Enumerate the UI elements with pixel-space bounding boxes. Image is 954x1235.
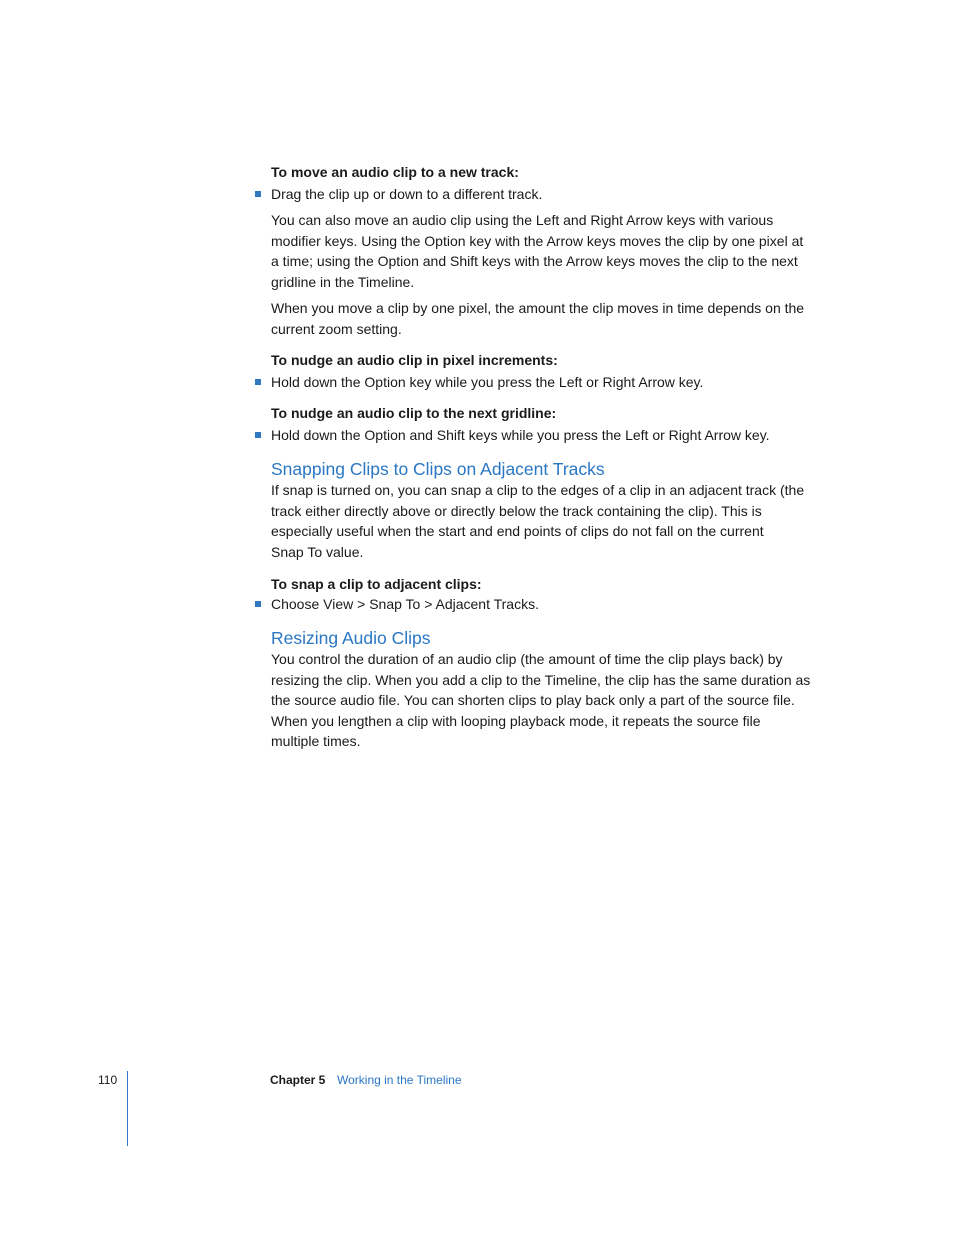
page-content xyxy=(271,162,831,752)
paragraph-resizing xyxy=(271,649,831,752)
paragraph-line: a time; using the Option and Shift keys with the Arrow keys moves the clip to the next xyxy=(271,253,798,269)
chapter-label: Chapter 5 xyxy=(270,1073,326,1087)
paragraph-line: especially useful when the start and end points of clips do not fall on the current xyxy=(271,523,764,539)
bullet-item-snap-adjacent xyxy=(271,594,831,614)
square-bullet-icon xyxy=(255,379,261,385)
section-heading-snapping: Snapping Clips to Clips on Adjacent Tracks xyxy=(271,459,605,479)
footer-divider xyxy=(127,1071,128,1146)
paragraph-line: When you lengthen a clip with looping playback mode, it repeats the source file xyxy=(271,712,761,729)
bullet-text: Hold down the Option key while you press the Left or Right Arrow key. xyxy=(271,374,704,390)
square-bullet-icon xyxy=(255,601,261,607)
square-bullet-icon xyxy=(255,191,261,197)
paragraph-line: Snap To value. xyxy=(271,543,364,560)
paragraph-arrow-keys xyxy=(271,210,831,292)
square-bullet-icon xyxy=(255,432,261,438)
paragraph-line: gridline in the Timeline. xyxy=(271,273,415,290)
paragraph-line: current zoom setting. xyxy=(271,320,402,337)
paragraph-line: multiple times. xyxy=(271,733,361,749)
bullet-item-nudge-pixel xyxy=(271,372,831,392)
task-heading-nudge-gridline: To nudge an audio clip to the next gridline: xyxy=(271,405,557,421)
paragraph-line: You can also move an audio clip using the Left and Right Arrow keys with various xyxy=(271,212,774,228)
paragraph-line: If snap is turned on, you can snap a clip to the edges of a clip in an adjacent track (the xyxy=(271,482,805,498)
page-footer xyxy=(0,1071,954,1091)
paragraph-line: resizing the clip. When you add a clip to the Timeline, the clip has the same duration as xyxy=(271,671,811,688)
page-number: 110 xyxy=(98,1073,118,1087)
paragraph-line: modifier keys. Using the Option key with the Arrow keys moves the clip by one pixel at xyxy=(271,232,804,249)
paragraph-line: When you move a clip by one pixel, the amount the clip moves in time depends on the xyxy=(271,300,805,316)
paragraph-line: track either directly above or directly below the track containing the clip). This is xyxy=(271,502,762,519)
chapter-title-link[interactable]: Working in the Timeline xyxy=(337,1073,462,1087)
paragraph-zoom-setting xyxy=(271,298,831,339)
section-heading-resizing: Resizing Audio Clips xyxy=(271,628,431,648)
bullet-text: Hold down the Option and Shift keys while you press the Left or Right Arrow key. xyxy=(271,427,770,443)
paragraph-line: the source audio file. You can shorten clips to play back only a part of the source file. xyxy=(271,692,795,708)
bullet-text: Drag the clip up or down to a different track. xyxy=(271,186,543,202)
bullet-item-nudge-gridline xyxy=(271,425,831,445)
task-heading-snap-adjacent: To snap a clip to adjacent clips: xyxy=(271,576,482,592)
task-heading-nudge-pixel: To nudge an audio clip in pixel increments: xyxy=(271,352,558,368)
bullet-text: Choose View > Snap To > Adjacent Tracks. xyxy=(271,596,539,612)
bullet-item-drag-clip xyxy=(271,184,831,204)
task-heading-move-track: To move an audio clip to a new track: xyxy=(271,164,519,180)
paragraph-snapping xyxy=(271,480,831,562)
paragraph-line: You control the duration of an audio clip (the amount of time the clip plays back) by xyxy=(271,651,783,667)
